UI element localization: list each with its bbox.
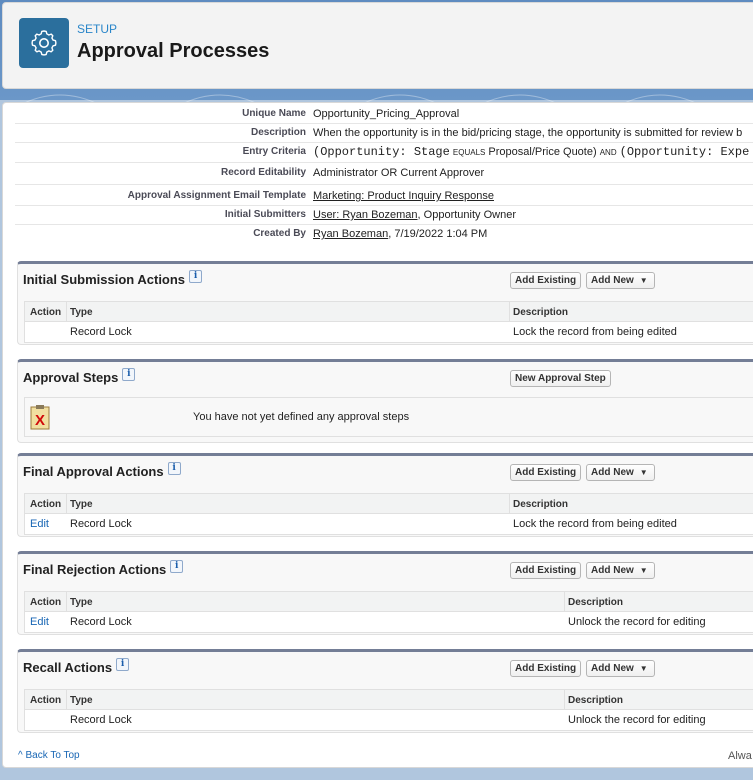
detail-label: Record Editability xyxy=(220,167,306,178)
column-header-type: Type xyxy=(70,695,93,706)
section-final-approval-actions xyxy=(17,453,753,537)
description-cell: Unlock the record for editing xyxy=(568,714,706,726)
add-existing-button[interactable]: Add Existing xyxy=(510,464,581,481)
detail-value xyxy=(313,209,516,221)
detail-email-template xyxy=(15,186,753,206)
section-title xyxy=(23,272,202,287)
page-title: Approval Processes xyxy=(77,40,270,62)
column-header-description: Description xyxy=(568,597,624,608)
type-cell: Record Lock xyxy=(70,714,132,726)
footer-right-text: Alwa xyxy=(728,750,752,762)
detail-value: Opportunity_Pricing_Approval xyxy=(313,108,460,120)
table-row xyxy=(25,514,753,534)
detail-entry-criteria xyxy=(15,142,753,163)
criteria-operator-1: EQUALS xyxy=(452,148,486,157)
actions-table xyxy=(24,493,753,535)
edit-link[interactable]: Edit xyxy=(30,616,49,628)
add-new-dropdown-button[interactable] xyxy=(586,562,655,579)
email-template-link[interactable]: Marketing: Product Inquiry Response xyxy=(313,190,494,202)
section-title xyxy=(23,660,129,675)
info-icon[interactable]: i xyxy=(122,368,135,381)
section-title-text: Recall Actions xyxy=(23,660,113,675)
column-header-action: Action xyxy=(30,307,62,318)
edit-link[interactable]: Edit xyxy=(30,518,49,530)
criteria-operator-2: AND xyxy=(599,148,617,157)
column-header-type: Type xyxy=(70,597,93,608)
section-recall-actions xyxy=(17,649,753,733)
page-header xyxy=(2,2,753,89)
detail-description xyxy=(15,123,753,143)
column-divider xyxy=(66,690,67,710)
description-cell: Lock the record from being edited xyxy=(513,326,677,338)
caret-down-icon: ▼ xyxy=(639,664,648,673)
detail-value xyxy=(313,228,487,240)
empty-state-message: You have not yet defined any approval steps xyxy=(193,411,410,423)
column-divider xyxy=(509,302,510,322)
add-new-label: Add New xyxy=(591,565,634,576)
section-title xyxy=(23,464,181,479)
section-title-text: Initial Submission Actions xyxy=(23,272,186,287)
criteria-field-1: (Opportunity: Stage xyxy=(313,145,450,159)
new-approval-step-button[interactable]: New Approval Step xyxy=(510,370,611,387)
section-approval-steps xyxy=(17,359,753,443)
submitter-suffix: , Opportunity Owner xyxy=(417,209,516,221)
type-cell: Record Lock xyxy=(70,616,132,628)
empty-state xyxy=(24,397,753,437)
section-title xyxy=(23,562,183,577)
detail-unique-name xyxy=(15,104,753,124)
detail-label: Approval Assignment Email Template xyxy=(127,190,306,201)
actions-table xyxy=(24,689,753,731)
svg-text:X: X xyxy=(34,412,46,429)
actions-table xyxy=(24,301,753,343)
main-content xyxy=(2,102,753,768)
section-final-rejection-actions xyxy=(17,551,753,635)
table-row xyxy=(25,710,753,730)
column-header-description: Description xyxy=(568,695,624,706)
table-header xyxy=(25,592,753,612)
breadcrumb-setup[interactable]: SETUP xyxy=(77,22,118,36)
detail-label: Description xyxy=(250,127,306,138)
detail-value xyxy=(313,145,749,159)
add-existing-button[interactable]: Add Existing xyxy=(510,562,581,579)
detail-label: Entry Criteria xyxy=(242,146,306,157)
section-title-text: Final Approval Actions xyxy=(23,464,164,479)
criteria-value-1: Proposal/Price Quote) xyxy=(488,146,597,158)
back-to-top-link[interactable] xyxy=(18,750,80,761)
column-divider xyxy=(66,302,67,322)
submitter-user-link[interactable]: User: Ryan Bozeman xyxy=(313,209,418,221)
caret-down-icon: ▼ xyxy=(639,276,648,285)
add-existing-button[interactable]: Add Existing xyxy=(510,272,581,289)
criteria-field-2: (Opportunity: Expe xyxy=(619,145,750,159)
type-cell: Record Lock xyxy=(70,518,132,530)
add-new-label: Add New xyxy=(591,467,634,478)
column-header-type: Type xyxy=(70,307,93,318)
detail-value: Administrator OR Current Approver xyxy=(313,167,485,179)
info-icon[interactable]: i xyxy=(189,270,202,283)
add-new-dropdown-button[interactable] xyxy=(586,464,655,481)
column-header-description: Description xyxy=(513,499,569,510)
type-cell: Record Lock xyxy=(70,326,132,338)
add-new-dropdown-button[interactable] xyxy=(586,272,655,289)
detail-created-by xyxy=(15,224,753,244)
column-divider xyxy=(66,592,67,612)
add-existing-button[interactable]: Add Existing xyxy=(510,660,581,677)
column-header-action: Action xyxy=(30,695,62,706)
section-initial-submission-actions xyxy=(17,261,753,345)
info-icon[interactable]: i xyxy=(170,560,183,573)
column-divider xyxy=(564,690,565,710)
description-cell: Lock the record from being edited xyxy=(513,518,677,530)
caret-down-icon: ▼ xyxy=(639,468,648,477)
column-header-action: Action xyxy=(30,499,62,510)
description-cell: Unlock the record for editing xyxy=(568,616,706,628)
info-icon[interactable]: i xyxy=(168,462,181,475)
chevron-up-icon: ^ xyxy=(18,750,23,761)
detail-value xyxy=(313,190,494,202)
info-icon[interactable]: i xyxy=(116,658,129,671)
column-header-action: Action xyxy=(30,597,62,608)
add-new-dropdown-button[interactable] xyxy=(586,660,655,677)
caret-down-icon: ▼ xyxy=(639,566,648,575)
table-header xyxy=(25,494,753,514)
add-new-label: Add New xyxy=(591,663,634,674)
actions-table xyxy=(24,591,753,633)
table-header xyxy=(25,302,753,322)
column-divider xyxy=(509,494,510,514)
created-by-date: , 7/19/2022 1:04 PM xyxy=(388,228,488,240)
detail-label: Unique Name xyxy=(242,108,306,119)
created-by-user-link[interactable]: Ryan Bozeman xyxy=(313,228,389,240)
detail-label: Initial Submitters xyxy=(224,209,306,220)
no-steps-clipboard-icon xyxy=(30,404,50,430)
detail-value: When the opportunity is in the bid/pricing stage, the opportunity is submitted for review b xyxy=(313,127,743,139)
column-divider xyxy=(66,494,67,514)
column-header-description: Description xyxy=(513,307,569,318)
section-title-text: Approval Steps xyxy=(23,370,119,385)
section-title xyxy=(23,370,135,385)
table-row xyxy=(25,612,753,632)
section-title-text: Final Rejection Actions xyxy=(23,562,167,577)
column-divider xyxy=(564,592,565,612)
setup-gear-icon xyxy=(19,18,69,68)
column-header-type: Type xyxy=(70,499,93,510)
back-to-top-label: Back To Top xyxy=(25,750,80,761)
detail-initial-submitters xyxy=(15,205,753,225)
detail-label: Created By xyxy=(253,228,306,239)
table-header xyxy=(25,690,753,710)
detail-record-editability xyxy=(15,163,753,185)
table-row xyxy=(25,322,753,342)
add-new-label: Add New xyxy=(591,275,634,286)
